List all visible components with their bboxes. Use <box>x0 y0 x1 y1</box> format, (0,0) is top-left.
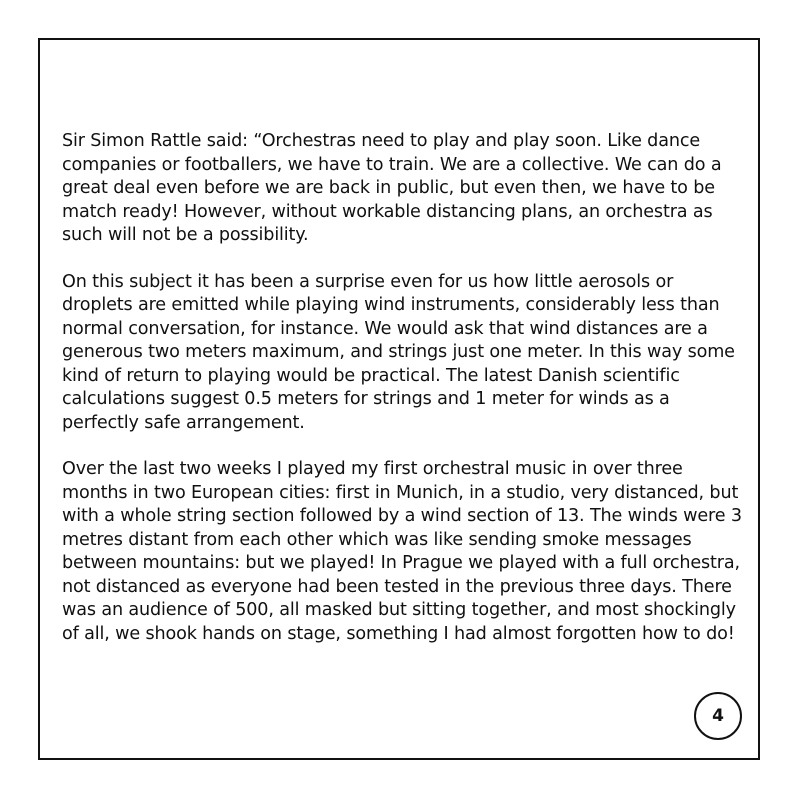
body-text <box>62 130 742 669</box>
paragraph-2: On this subject it has been a surprise even for us how little aerosols or droplets are emitted while playing wind instruments, considerably less than normal conversation, for instance. We would ask that wind distances are a generous two meters maximum, and strings just one meter. In this way some kind of return to playing would be practical. The latest Danish scientific calculations suggest 0.5 meters for strings and 1 meter for winds as a perfectly safe arrangement. <box>62 271 735 433</box>
paragraph-1: Sir Simon Rattle said: “Orchestras need to play and play soon. Like dance companies or footballers, we have to train. We are a collective. We can do a great deal even before we are back in public, but even then, we have to be match ready! However, without workable distancing plans, an orchestra as such will not be a possibility. <box>62 131 722 245</box>
paragraph-3: Over the last two weeks I played my first orchestral music in over three months in two European cities: first in Munich, in a studio, very distanced, but with a whole string section followed by a wind section of 13. The winds were 3 metres distant from each other which was like sending smoke messages between mountains: but we played! In Prague we played with a full orchestra, not distanced as everyone had been tested in the previous three days. There was an audience of 500, all masked but sitting together, and most shockingly of all, we shook hands on stage, something I had almost forgotten how to do! <box>62 459 742 644</box>
page-frame <box>38 38 760 760</box>
page-number-badge: 4 <box>694 692 742 740</box>
